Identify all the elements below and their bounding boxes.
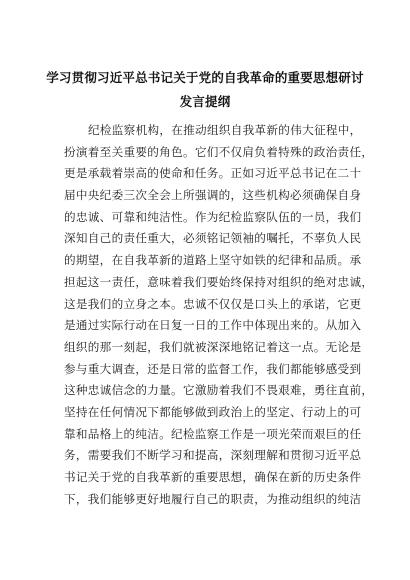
- body-line: 是通过实际行动在日复一日的工作中体现出来的。从加入: [64, 318, 362, 333]
- body-line: 更是承载着崇高的使命和任务。正如习近平总书记在二十: [64, 166, 362, 181]
- body-line: 的忠诚、可靠和纯洁性。作为纪检监察队伍的一员，我们: [64, 209, 362, 224]
- body-line: 的期望，在自我革新的道路上坚守如铁的纪律和品质。承: [64, 253, 362, 268]
- body-line: 深知自己的责任重大，必须铭记领袖的嘱托，不辜负人民: [64, 231, 362, 246]
- body-line: 纪检监察机构，在推动组织自我革新的伟大征程中，: [88, 123, 362, 137]
- body-line: 这是我们的立身之本。忠诚不仅仅是口头上的承诺，它更: [64, 296, 362, 311]
- body-line: 担起这一责任，意味着我们要始终保持对组织的绝对忠诚，: [64, 274, 374, 289]
- body-line: 届中央纪委三次全会上所强调的，这些机构必须确保自身: [64, 188, 362, 203]
- document-title-line-2: 发言提纲: [179, 94, 231, 109]
- body-line: 坚持在任何情况下都能够做到政治上的坚定、行动上的可: [64, 404, 362, 419]
- document-title-line-1: 学习贯彻习近平总书记关于党的自我革命的重要思想研讨: [46, 70, 364, 85]
- body-line: 参与重大调查，还是日常的监督工作，我们都能够感受到: [64, 361, 362, 376]
- body-line: 书记关于党的自我革新的重要思想，确保在新的历史条件: [64, 470, 362, 484]
- body-line: 下，我们能够更好地履行自己的职责，为推动组织的纯洁: [64, 491, 362, 506]
- document-body: [64, 120, 374, 510]
- body-line: 务，需要我们不断学习和提高，深刻理解和贯彻习近平总: [64, 448, 362, 463]
- body-line: 靠和品格上的纯洁。纪检监察工作是一项光荣而艰巨的任: [64, 426, 362, 441]
- body-line: 组织的那一刻起，我们就被深深地铭记着这一点。无论是: [64, 339, 362, 354]
- body-line: 这种忠诚信念的力量。它激励着我们不畏艰难，勇往直前，: [64, 383, 374, 398]
- body-line: 扮演着至关重要的角色。它们不仅肩负着特殊的政治责任，: [64, 144, 374, 159]
